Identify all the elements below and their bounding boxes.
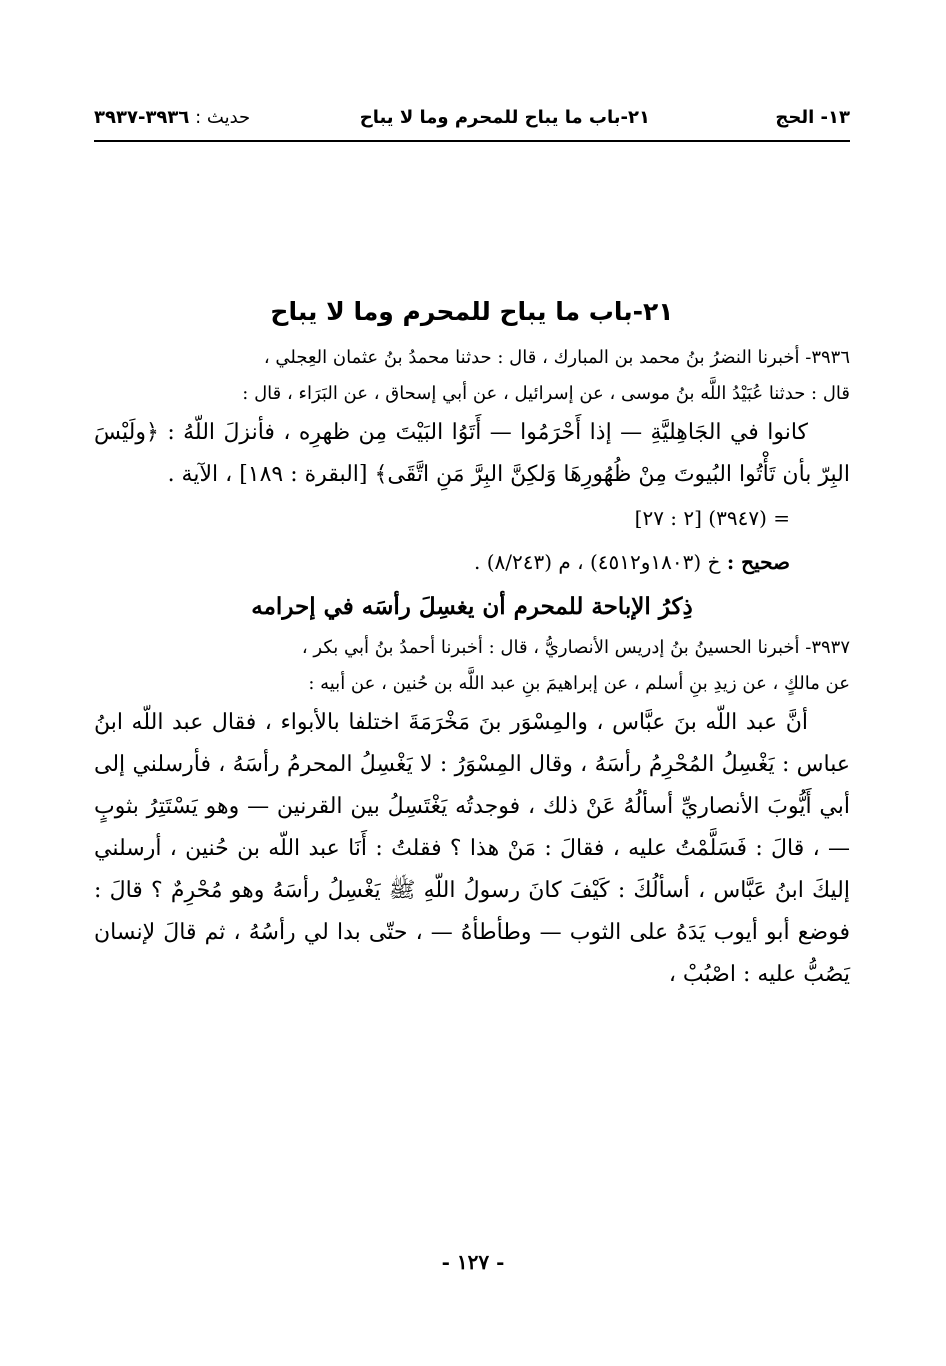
header-chapter: ٢١-باب ما يباح للمحرم وما لا يباح [359, 107, 650, 128]
section-title: ذِكرُ الإباحة للمحرم أن يغسِلَ رأسَه في إحرامه [251, 593, 693, 620]
hadith-3936-reference: = (٣٩٤٧) [٢ : ٢٧] [634, 506, 790, 530]
hadith-3936 [94, 340, 850, 584]
chapter-title: ٢١-باب ما يباح للمحرم وما لا يباح [270, 297, 674, 326]
hadith-3936-isnad-line1: ٣٩٣٦- أخبرنا النضرُ بنُ محمد بن المبارك ، قال : حدثنا محمدُ بنُ عثمان العِجلي ، [263, 347, 850, 368]
grade-sources: خ (١٨٠٣و٤٥١٢) ، م (٨/٢٤٣) . [474, 550, 721, 574]
hadith-3937-isnad-line1: ٣٩٣٧- أخبرنا الحسينُ بنُ إدريس الأنصاريُّ ، قال : أخبرنا أحمدُ بنُ أبي بكر ، [301, 637, 850, 658]
header-hadith-numbers: ٣٩٣٦-٣٩٣٧ [94, 107, 190, 128]
header-hadith-range [94, 107, 250, 128]
running-header [94, 103, 850, 137]
hadith-3936-matn: كانوا في الجَاهِليَّةِ — إذا أَحْرَمُوا — أَتَوُا البَيْتَ مِن ظهرِه ، فأنزلَ اللّهُ : ﴿ولَيْسَ البِرّ بأن تَأْتُوا البُيوتَ مِنْ ظُهُورِهَا وَلكِنَّ البِرَّ مَنِ اتَّقَى﴾ [البقرة : ١٨٩] ، الآية . [94, 420, 850, 487]
grade-label: صحيح : [726, 550, 790, 574]
hadith-3937-matn: أنَّ عبد اللّه بنَ عبَّاس ، والمِسْوَر بنَ مَخْرَمَةَ اختلفا بالأبواء ، فقال عبد اللّه ابنُ عباس : يَغْسِلُ المُحْرِمُ رأسَهُ ، وقال المِسْوَرُ : لا يَغْسِلُ المحرمُ رأسَهُ ، فأرسلني إلى أبي أَيُّوبَ الأنصاريِّ أسألُهُ عَنْ ذلك ، فوجدتُه يَغْتَسِلُ بين القرنين — وهو يَسْتَتِرُ بثوبٍ — ، قالَ : فَسَلَّمْتُ عليه ، فقالَ : مَنْ هذا ؟ فقلتُ : أَنَا عبد اللّه بن حُنين ، أرسلني إليكَ ابنُ عَبَّاس ، أسألُكَ : كَيْفَ كانَ رسولُ اللّهِ ﷺ يَغْسِلُ رأسَهُ وهو مُحْرِمٌ ؟ قالَ : فوضع أبو أيوب يَدَهُ على الثوب — وطأطأهُ — ، حتّى بدا لي رأسُهُ ، ثم قالَ لإنسان يَصُبُّ عليه : اصْبُبْ ، [94, 710, 850, 987]
hadith-3936-isnad-line2: قال : حدثنا عُبَيْدُ اللَّه بنُ موسى ، عن إسرائيل ، عن أبي إسحاق ، عن البَرَاء ، قال : [242, 383, 850, 404]
header-hadith-label: حديث : [195, 107, 251, 128]
page-body [94, 290, 850, 996]
hadith-3937-isnad-line2: عن مالكٍ ، عن زيدِ بنِ أسلم ، عن إبراهيمَ بنِ عبد اللَّه بن حُنين ، عن أبيه : [308, 673, 850, 694]
header-book: ١٣- الحج [775, 107, 850, 128]
hadith-3936-grade [94, 540, 850, 584]
header-rule [94, 140, 850, 142]
page-number: - ١٢٧ - [441, 1250, 505, 1274]
hadith-3937 [94, 630, 850, 996]
